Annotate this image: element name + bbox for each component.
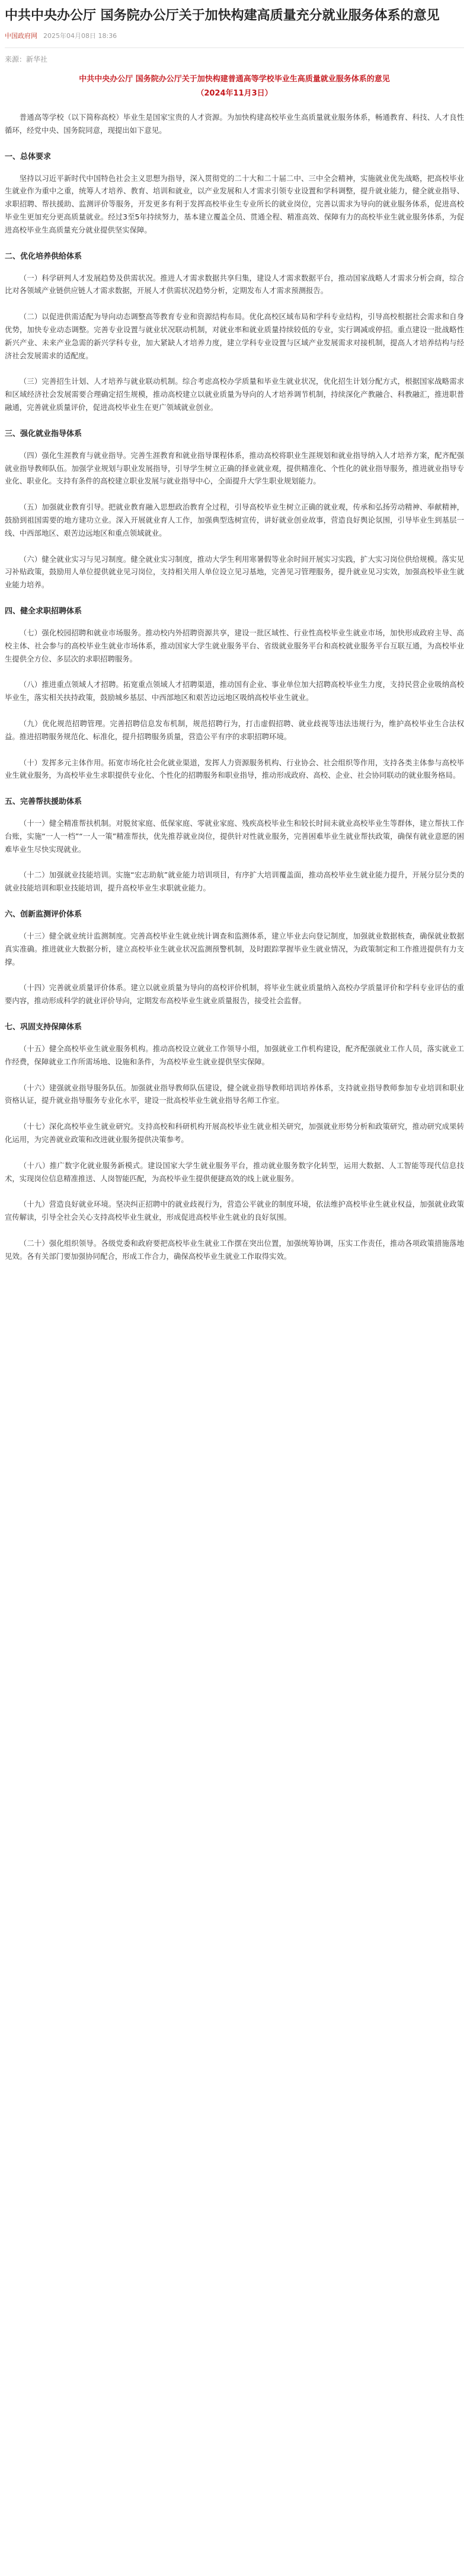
document-title: 中共中央办公厅 国务院办公厅关于加快构建普通高等学校毕业生高质量就业服务体系的意见 <box>79 75 390 84</box>
paragraph: （二十）强化组织领导。各级党委和政府要把高校毕业生就业工作摆在突出位置，加强统筹协调，压实工作责任，推动各项政策措施落地见效。各有关部门要加强协同配合，形成工作合力，确保高校毕业生就业工作取得实效。 <box>5 1239 464 1261</box>
paragraph: （三）完善招生计划、人才培养与就业联动机制。综合考虑高校办学质量和毕业生就业状况，优化招生计划分配方式，根据国家战略需求和区域经济社会发展需要合理确定招生规模，推动高校建立以就业质量为导向的人才培养调节机制，持续深化产教融合、科教融汇，推进职普融通，完善就业质量评价，促进高校毕业生在更广领域就业创业。 <box>5 377 464 412</box>
paragraph: （六）健全就业实习与见习制度。健全就业实习制度，推动大学生利用寒暑假等业余时间开展实习实践，扩大实习岗位供给规模。落实见习补贴政策，鼓励用人单位提供就业见习岗位，支持相关用人单位设立见习基地，完善见习管理服务，提升就业见习实效，加强高校毕业生就业能力培养。 <box>5 554 464 590</box>
paragraph: （十四）完善就业质量评价体系。建立以就业质量为导向的高校评价机制，将毕业生就业质量纳入高校办学质量评价和学科专业评估的重要内容，推动形成科学的就业评价导向，定期发布高校毕业生就业质量报告，接受社会监督。 <box>5 983 464 1006</box>
paragraph: （十五）健全高校毕业生就业服务机构。推动高校设立就业工作领导小组，加强就业工作机构建设，配齐配强就业工作人员，落实就业工作经费，保障就业工作所需场地、设施和条件，为高校毕业生就业提供坚实保障。 <box>5 1044 464 1066</box>
site-name[interactable]: 中国政府网 <box>5 32 37 40</box>
paragraph: （十七）深化高校毕业生就业研究。支持高校和科研机构开展高校毕业生就业相关研究，加强就业形势分析和政策研究，推动研究成果转化运用，为完善就业政策和改进就业服务提供决策参考。 <box>5 1122 464 1144</box>
article-meta <box>5 31 464 40</box>
paragraph: （二）以促进供需适配为导向动态调整高等教育专业和资源结构布局。优化高校区域布局和学科专业结构，引导高校根据社会需求和自身优势，加快专业动态调整。完善专业设置与就业状况联动机制，对就业率和就业质量持续较低的专业，实行调减或停招。重点建设一批战略性新兴产业、未来产业急需的新兴学科专业，加大紧缺人才培养力度，建立学科专业设置与区域产业发展需求对接机制，提高人才培养结构与经济社会发展需求的适配度。 <box>5 312 464 360</box>
paragraph: （十九）营造良好就业环境。坚决纠正招聘中的就业歧视行为，营造公平就业的制度环境，依法维护高校毕业生就业权益，加强就业政策宣传解读，引导全社会关心支持高校毕业生就业，形成促进高校毕业生就业的良好氛围。 <box>5 1200 464 1222</box>
section-heading: 五、完善帮扶援助体系 <box>5 797 82 807</box>
divider <box>5 47 464 48</box>
paragraph: （十二）加强就业技能培训。实施“宏志助航”就业能力培训项目，有序扩大培训覆盖面，推动高校毕业生就业能力提升，开展分层分类的就业技能培训和职业技能培训，提升高校毕业生求职就业能力。 <box>5 870 464 893</box>
paragraph: （四）强化生涯教育与就业指导。完善生涯教育和就业指导课程体系，推动高校将职业生涯规划和就业指导纳入人才培养方案，配齐配强就业指导教师队伍。加强学业规划与职业发展指导，引导学生树立正确的择业就业观，提供精准化、个性化的就业指导服务，推进就业指导专业化、职业化。支持有条件的高校建立职业发展与就业指导中心，全面提升大学生职业规划能力。 <box>5 450 464 486</box>
paragraph: （十一）健全精准帮扶机制。对脱贫家庭、低保家庭、零就业家庭、残疾高校毕业生和较长时间未就业高校毕业生等群体，建立帮扶工作台账，实施“一人一档”“一人一策”精准帮扶，优先推荐就业岗位，提供针对性就业服务，完善困难毕业生就业帮扶政策，确保有就业意愿的困难毕业生尽快实现就业。 <box>5 819 464 854</box>
section-heading: 四、健全求职招聘体系 <box>5 606 82 616</box>
paragraph: （七）强化校园招聘和就业市场服务。推动校内外招聘资源共享，建设一批区域性、行业性高校毕业生就业市场，加快形成政府主导、高校主体、社会参与的高校毕业生就业市场体系，推动国家大学生就业服务平台、省级就业服务平台和高校就业服务平台互联互通，为高校毕业生提供全方位、多层次的求职招聘服务。 <box>5 628 464 663</box>
paragraph: （九）优化规范招聘管理。完善招聘信息发布机制，规范招聘行为，打击虚假招聘、就业歧视等违法违规行为，维护高校毕业生合法权益。推进招聘服务规范化、标准化，提升招聘服务质量，营造公平有序的求职招聘环境。 <box>5 718 464 741</box>
paragraph: （十六）建强就业指导服务队伍。加强就业指导教师队伍建设，健全就业指导教师培训培养体系，支持就业指导教师参加专业培训和职业资格认证，提升就业指导服务专业化水平，建设一批高校毕业生就业指导名师工作室。 <box>5 1083 464 1105</box>
section-heading: 一、总体要求 <box>5 152 52 161</box>
section-heading: 二、优化培养供给体系 <box>5 252 82 261</box>
paragraph: 坚持以习近平新时代中国特色社会主义思想为指导，深入贯彻党的二十大和二十届二中、三中全会精神，实施就业优先战略，把高校毕业生就业作为重中之重，统筹人才培养、教育、培训和就业，以产业发展和人才需求引领专业设置和学科调整，提升就业能力，健全就业指导、求职招聘、帮扶援助、监测评价等服务，开发更多有利于发挥高校毕业生专业所长的就业岗位，完善以需求为导向的就业服务体系，促进高校毕业生更加充分更高质量就业。经过3至5年持续努力，基本建立覆盖全员、贯通全程、精准高效、保障有力的高校毕业生就业服务体系，为促进高校毕业生高质量充分就业提供坚实保障。 <box>5 173 464 234</box>
paragraph: （八）推进重点领域人才招聘。拓宽重点领域人才招聘渠道，推动国有企业、事业单位加大招聘高校毕业生力度，支持民营企业吸纳高校毕业生，落实相关扶持政策，鼓励城乡基层、中西部地区和艰苦边远地区吸纳高校毕业生就业。 <box>5 680 464 702</box>
source-label: 来源：新华社 <box>5 55 48 63</box>
section-heading: 三、强化就业指导体系 <box>5 429 82 438</box>
paragraph: （五）加强就业教育引导。把就业教育融入思想政治教育全过程，引导高校毕业生树立正确的就业观，传承和弘扬劳动精神、奉献精神，鼓励到祖国需要的地方建功立业。深入开展就业育人工作，加强典型选树宣传，讲好就业创业故事，营造良好舆论氛围，引导毕业生到基层一线、中西部地区、艰苦边远地区和重点领域就业。 <box>5 503 464 538</box>
paragraph: （十）发挥多元主体作用。拓宽市场化社会化就业渠道，发挥人力资源服务机构、行业协会、社会组织等作用，支持各类主体参与高校毕业生就业服务，为高校毕业生求职提供专业化、个性化的招聘服务和职业指导，推动形成政府、高校、企业、社会协同联动的就业服务格局。 <box>5 758 464 780</box>
article-page <box>0 0 470 1281</box>
paragraph: （一）科学研判人才发展趋势及供需状况。推进人才需求数据共享归集，建设人才需求数据平台，推动国家战略人才需求分析会商，综合比对各领域产业链供应链人才需求数据，开展人才供需状况趋势分析，定期发布人才需求预测报告。 <box>5 273 464 295</box>
section-heading: 六、创新监测评价体系 <box>5 910 82 920</box>
paragraph: 普通高等学校（以下简称高校）毕业生是国家宝贵的人才资源。为加快构建高校毕业生高质量就业服务体系，畅通教育、科技、人才良性循环，经党中央、国务院同意，现提出如下意见。 <box>5 113 464 135</box>
article-title: 中共中央办公厅 国务院办公厅关于加快构建高质量充分就业服务体系的意见 <box>5 8 440 23</box>
document-body <box>5 111 464 1263</box>
paragraph: （十八）推广数字化就业服务新模式。建设国家大学生就业服务平台，推动就业服务数字化转型，运用大数据、人工智能等现代信息技术，实现岗位信息精准推送、人岗智能匹配，为高校毕业生提供便捷高效的线上就业服务。 <box>5 1160 464 1183</box>
section-heading: 七、巩固支持保障体系 <box>5 1023 82 1032</box>
paragraph: （十三）健全就业统计监测制度。完善高校毕业生就业统计调查和监测体系，建立毕业去向登记制度，加强就业数据核查，确保就业数据真实准确。推进就业大数据分析，建立高校毕业生就业状况监测预警机制，及时跟踪掌握毕业生就业情况，为政策制定和工作推进提供有力支撑。 <box>5 931 464 966</box>
document-date: （2024年11月3日） <box>196 89 273 98</box>
publish-date: 2025年04月08日 18:36 <box>43 32 117 40</box>
